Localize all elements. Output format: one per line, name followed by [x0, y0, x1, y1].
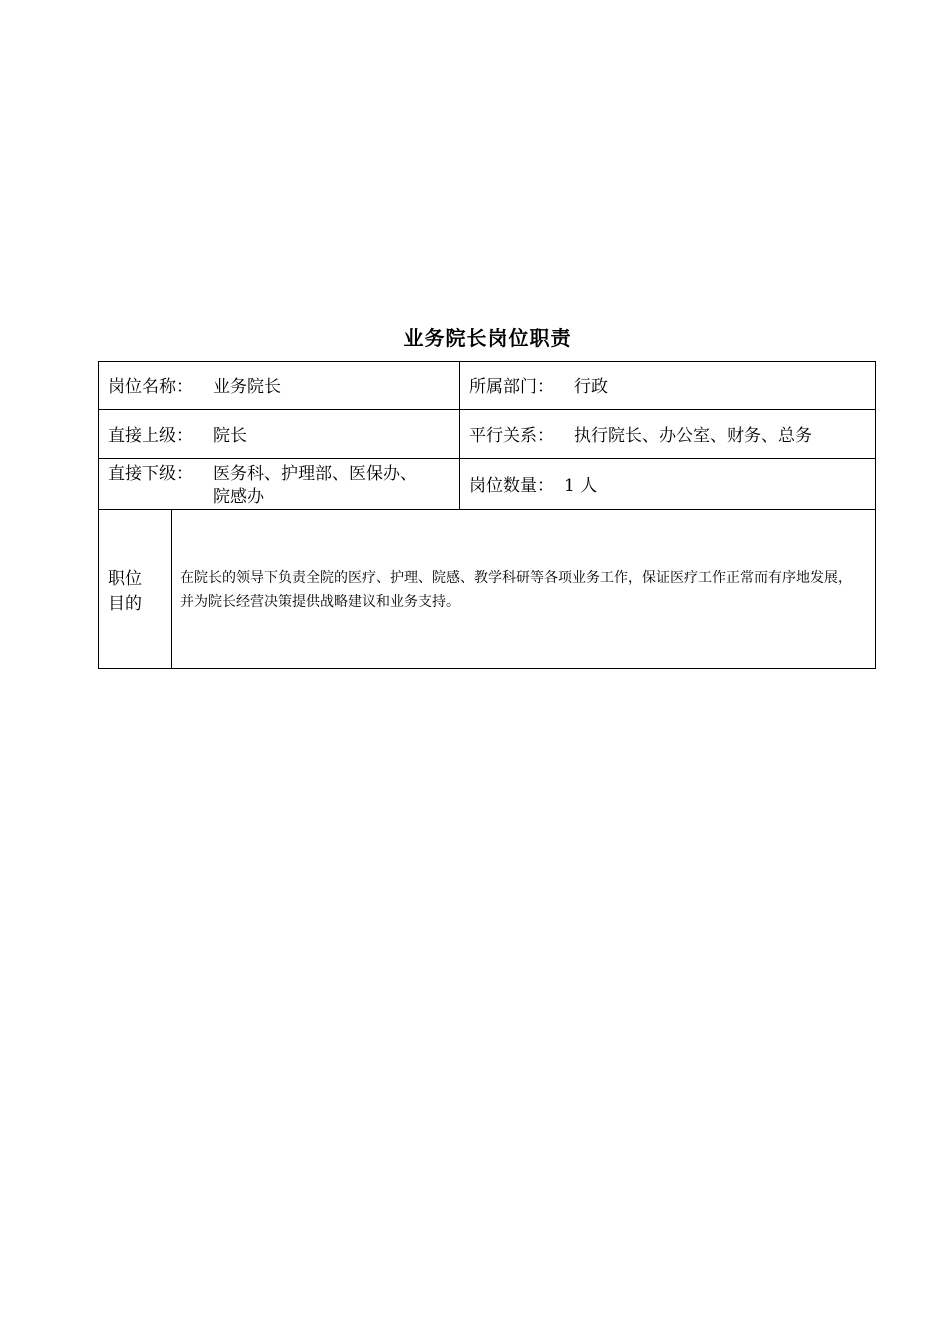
department-label: 所属部门： [469, 377, 554, 397]
department-value: 行政 [574, 377, 608, 397]
purpose-text: 在院长的领导下负责全院的医疗、护理、院感、教学科研等各项业务工作，保证医疗工作正常而有序地发展，并为院长经营决策提供战略建议和业务支持。 [180, 570, 852, 610]
position-name-label: 岗位名称： [108, 377, 193, 397]
table-divider-row1 [98, 409, 876, 410]
parallel-relations-label: 平行关系： [469, 426, 554, 446]
table-border-bottom [98, 668, 876, 669]
direct-superior-value: 院长 [213, 426, 247, 446]
table-column-divider [459, 361, 460, 509]
purpose-label [108, 567, 158, 617]
direct-subordinates-value-line1: 医务科、护理部、医保办、 [213, 464, 417, 484]
page-title: 业务院长岗位职责 [403, 326, 572, 350]
parallel-relations-value: 执行院长、办公室、财务、总务 [574, 426, 812, 446]
position-name-value: 业务院长 [213, 377, 281, 397]
direct-subordinates-label: 直接下级： [108, 464, 193, 484]
table-border-left [98, 361, 99, 669]
purpose-column-divider [171, 509, 172, 669]
table-border-right [875, 361, 876, 669]
direct-superior-label: 直接上级： [108, 426, 193, 446]
purpose-label-line1: 职位 [108, 569, 142, 589]
table-divider-row2 [98, 458, 876, 459]
table-divider-row3 [98, 509, 876, 510]
headcount-label: 岗位数量： [469, 476, 554, 496]
direct-subordinates-value-line2: 院感办 [213, 487, 264, 507]
table-border-top [98, 361, 876, 362]
purpose-label-line2: 目的 [108, 594, 142, 614]
headcount-value: 1 人 [564, 476, 598, 496]
